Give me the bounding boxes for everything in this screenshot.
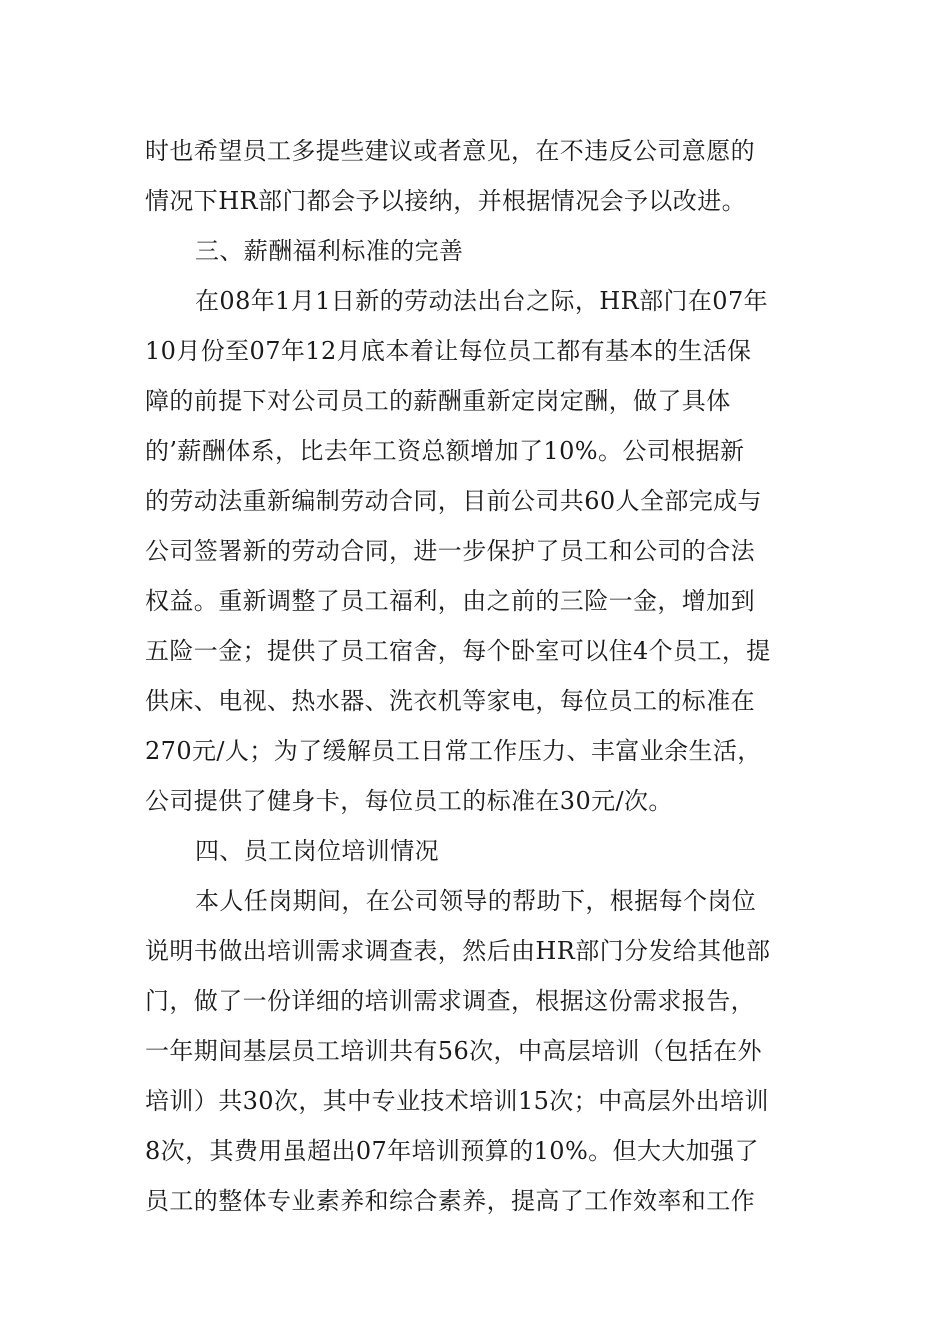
paragraph-line: 时也希望员工多提些建议或者意见，在不违反公司意愿的 [145, 137, 755, 165]
paragraph-line: 270元/人；为了缓解员工日常工作压力、丰富业余生活， [145, 737, 762, 765]
paragraph-line: 说明书做出培训需求调查表，然后由HR部门分发给其他部 [145, 937, 771, 965]
paragraph-line: 员工的整体专业素养和综合素养，提高了工作效率和工作 [145, 1187, 755, 1215]
paragraph-line: 障的前提下对公司员工的薪酬重新定岗定酬，做了具体 [145, 387, 731, 415]
paragraph-line: 权益。重新调整了员工福利，由之前的三险一金，增加到 [145, 587, 755, 615]
paragraph-line: 一年期间基层员工培训共有56次，中高层培训（包括在外 [145, 1037, 762, 1065]
paragraph-line: 在08年1月1日新的劳动法出台之际，HR部门在07年 [195, 287, 769, 315]
paragraph-line: 公司提供了健身卡，每位员工的标准在30元/次。 [145, 787, 673, 815]
paragraph-line: 门，做了一份详细的培训需求调查，根据这份需求报告， [145, 987, 755, 1015]
paragraph-line: 本人任岗期间，在公司领导的帮助下，根据每个岗位 [195, 887, 757, 915]
section-heading-training: 四、员工岗位培训情况 [195, 837, 439, 865]
paragraph-line: 培训）共30次，其中专业技术培训15次；中高层外出培训 [145, 1087, 769, 1115]
paragraph-line: 10月份至07年12月底本着让每位员工都有基本的生活保 [145, 337, 752, 365]
paragraph-line: 的劳动法重新编制劳动合同，目前公司共60人全部完成与 [145, 487, 762, 515]
paragraph-line: 8次，其费用虽超出07年培训预算的10%。但大大加强了 [145, 1137, 759, 1165]
paragraph-line: 公司签署新的劳动合同，进一步保护了员工和公司的合法 [145, 537, 755, 565]
section-heading-salary-benefits: 三、薪酬福利标准的完善 [195, 237, 464, 265]
paragraph-line: 供床、电视、热水器、洗衣机等家电，每位员工的标准在 [145, 687, 755, 715]
paragraph-line: 五险一金；提供了员工宿舍，每个卧室可以住4个员工，提 [145, 637, 771, 665]
paragraph-line: 的’薪酬体系，比去年工资总额增加了10%。公司根据新 [145, 437, 745, 465]
document-body [145, 126, 810, 1226]
paragraph-line: 情况下HR部门都会予以接纳，并根据情况会予以改进。 [145, 187, 746, 215]
